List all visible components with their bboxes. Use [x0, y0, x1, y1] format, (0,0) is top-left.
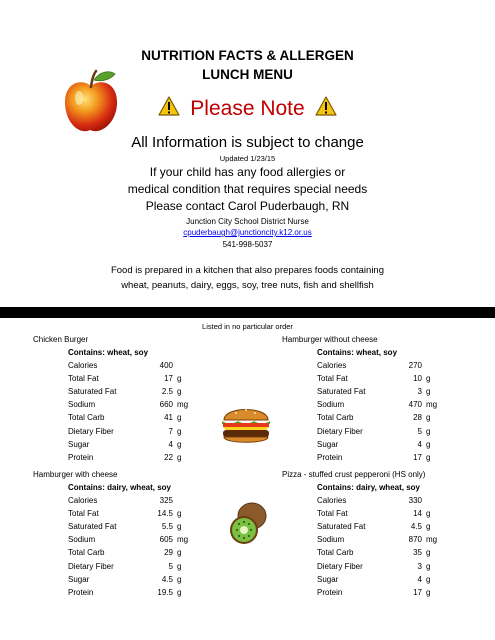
- allergen-contains: Contains: dairy, wheat, soy: [68, 483, 171, 492]
- nutrient-value: 3: [417, 561, 422, 571]
- nutrient-row: [282, 374, 482, 387]
- email-link[interactable]: cpuderbaugh@junctioncity.k12.or.us: [183, 228, 312, 237]
- nutrient-value: 660: [159, 400, 173, 410]
- nutrient-value: 605: [159, 535, 173, 545]
- nutrient-unit: g: [177, 374, 182, 384]
- nutrient-row: [33, 575, 233, 588]
- nutrient-value: 17: [164, 374, 173, 384]
- nutrient-value: 4: [417, 574, 422, 584]
- nutrient-label: Calories: [68, 361, 98, 370]
- nutrient-row: [282, 427, 482, 440]
- nutrient-unit: g: [177, 452, 182, 462]
- nutrient-value: 270: [408, 361, 422, 370]
- nutrient-row: [33, 453, 233, 466]
- food-name: Hamburger without cheese: [282, 335, 378, 344]
- nutrient-unit: g: [426, 413, 431, 423]
- nutrient-label: Sodium: [68, 400, 96, 410]
- nutrient-label: Sodium: [317, 400, 345, 410]
- nutrient-value: 14: [413, 509, 422, 519]
- nutrient-row: [282, 361, 482, 374]
- nutrient-row: [33, 413, 233, 426]
- nutrient-unit: g: [177, 522, 182, 532]
- nutrient-unit: g: [177, 574, 182, 584]
- nutrient-label: Protein: [68, 452, 94, 462]
- please-note: Please Note: [190, 96, 305, 120]
- nutrient-value: 17: [413, 587, 422, 597]
- nutrient-row: [282, 588, 482, 601]
- allergen-contains: Contains: dairy, wheat, soy: [317, 483, 420, 492]
- nutrient-row: [282, 496, 482, 509]
- nutrient-unit: g: [177, 587, 182, 597]
- nutrient-label: Total Fat: [317, 509, 348, 519]
- nutrient-unit: g: [426, 387, 431, 397]
- nutrient-unit: g: [177, 413, 182, 423]
- nutrient-label: Sugar: [317, 439, 339, 449]
- nutrient-label: Total Carb: [68, 548, 105, 558]
- subject-to-change: All Information is subject to change: [131, 134, 364, 151]
- nutrient-row: [282, 575, 482, 588]
- nutrient-row: [33, 400, 233, 413]
- nutrient-unit: g: [426, 522, 431, 532]
- nutrient-value: 7: [168, 426, 173, 436]
- allergen-contains: Contains: wheat, soy: [68, 348, 149, 357]
- nutrient-value: 4: [168, 439, 173, 449]
- nutrient-value: 4.5: [161, 574, 173, 584]
- allergy-line-2: medical condition that requires special needs: [127, 182, 368, 196]
- food-name: Pizza - stuffed crust pepperoni (HS only): [282, 470, 426, 479]
- warning-triangle-icon: [158, 96, 180, 121]
- nutrient-unit: g: [177, 548, 182, 558]
- nutrient-label: Calories: [317, 496, 347, 505]
- nutrient-row: [282, 440, 482, 453]
- nutrient-unit: g: [177, 426, 182, 436]
- menu-subtitle: LUNCH MENU: [202, 67, 293, 82]
- nutrient-label: Total Fat: [68, 509, 99, 519]
- nutrient-unit: g: [426, 587, 431, 597]
- nutrient-value: 10: [413, 374, 422, 384]
- nutrient-row: [282, 387, 482, 400]
- nutrient-unit: mg: [426, 535, 438, 545]
- nutrient-label: Total Fat: [317, 374, 348, 384]
- food-name: Chicken Burger: [33, 335, 89, 344]
- nutrient-unit: g: [177, 561, 182, 571]
- nutrient-row: [33, 535, 233, 548]
- nutrient-unit: g: [177, 387, 182, 397]
- nutrient-value: 3: [417, 387, 422, 397]
- nutrient-label: Sodium: [317, 535, 345, 545]
- nutrient-row: [33, 509, 233, 522]
- nutrient-value: 28: [413, 413, 422, 423]
- hamburger-icon: [220, 400, 272, 453]
- nutrient-row: [282, 509, 482, 522]
- nutrient-value: 400: [159, 361, 173, 370]
- nutrient-unit: g: [426, 374, 431, 384]
- nutrient-value: 5: [168, 561, 173, 571]
- nutrient-row: [282, 413, 482, 426]
- nutrient-unit: g: [426, 548, 431, 558]
- nutrient-row: [282, 400, 482, 413]
- nutrient-label: Total Fat: [68, 374, 99, 384]
- nutrient-unit: g: [426, 452, 431, 462]
- warning-triangle-icon: [315, 96, 337, 121]
- nutrient-unit: mg: [177, 400, 189, 410]
- nutrient-label: Dietary Fiber: [317, 561, 363, 571]
- nutrient-value: 35: [413, 548, 422, 558]
- nutrient-row: [282, 453, 482, 466]
- nutrient-label: Total Carb: [317, 413, 354, 423]
- nutrient-value: 14.5: [157, 509, 173, 519]
- nutrient-row: [33, 562, 233, 575]
- allergy-line-1: If your child has any food allergies or: [149, 165, 346, 179]
- nutrient-row: [33, 522, 233, 535]
- nutrient-value: 325: [159, 496, 173, 505]
- nutrient-label: Sugar: [68, 439, 90, 449]
- nutrient-value: 4.5: [410, 522, 422, 532]
- nutrient-row: [282, 535, 482, 548]
- nutrient-row: [282, 562, 482, 575]
- nutrient-label: Total Carb: [317, 548, 354, 558]
- nutrient-label: Protein: [317, 452, 343, 462]
- updated-date: Updated 1/23/15: [219, 154, 276, 163]
- nutrient-value: 5.5: [161, 522, 173, 532]
- nutrient-unit: g: [426, 574, 431, 584]
- nutrient-label: Protein: [317, 587, 343, 597]
- nutrient-label: Total Carb: [68, 413, 105, 423]
- divider-bar: [0, 307, 495, 318]
- nutrient-unit: g: [426, 439, 431, 449]
- kiwi-icon: [228, 500, 268, 551]
- nutrient-unit: g: [426, 509, 431, 519]
- nutrient-label: Sodium: [68, 535, 96, 545]
- nutrient-value: 19.5: [157, 587, 173, 597]
- nutrient-label: Saturated Fat: [317, 387, 366, 397]
- nutrient-unit: mg: [426, 400, 438, 410]
- nutrient-row: [33, 427, 233, 440]
- nutrient-unit: g: [426, 561, 431, 571]
- nutrient-value: 17: [413, 452, 422, 462]
- nutrient-row: [33, 374, 233, 387]
- nutrient-value: 29: [164, 548, 173, 558]
- nutrient-value: 41: [164, 413, 173, 423]
- food-name: Hamburger with cheese: [33, 470, 118, 479]
- nutrient-row: [33, 387, 233, 400]
- allergen-contains: Contains: wheat, soy: [317, 348, 398, 357]
- nutrient-label: Saturated Fat: [317, 522, 366, 532]
- nutrient-value: 4: [417, 439, 422, 449]
- nutrient-label: Sugar: [317, 574, 339, 584]
- nutrient-unit: g: [177, 439, 182, 449]
- nutrient-label: Dietary Fiber: [68, 561, 114, 571]
- kitchen-warning-line-1: Food is prepared in a kitchen that also prepares foods containing: [110, 265, 385, 276]
- nutrient-value: 330: [408, 496, 422, 505]
- nutrient-label: Protein: [68, 587, 94, 597]
- nutrient-row: [33, 440, 233, 453]
- phone-number: 541-998-5037: [222, 240, 273, 249]
- nutrient-row: [282, 522, 482, 535]
- allergy-line-3: Please contact Carol Puderbaugh, RN: [145, 199, 350, 213]
- nutrient-value: 470: [408, 400, 422, 410]
- nutrient-unit: g: [426, 426, 431, 436]
- menu-title: NUTRITION FACTS & ALLERGEN: [141, 48, 354, 63]
- nutrient-row: [33, 548, 233, 561]
- nutrient-unit: g: [177, 509, 182, 519]
- nutrient-value: 870: [408, 535, 422, 545]
- nutrient-unit: mg: [177, 535, 189, 545]
- nutrient-value: 5: [417, 426, 422, 436]
- order-note: Listed in no particular order: [202, 322, 293, 331]
- nutrient-label: Calories: [317, 361, 347, 370]
- nutrient-label: Saturated Fat: [68, 387, 117, 397]
- nutrient-label: Saturated Fat: [68, 522, 117, 532]
- nutrient-label: Calories: [68, 496, 98, 505]
- nutrient-label: Sugar: [68, 574, 90, 584]
- nurse-title: Junction City School District Nurse: [186, 217, 309, 226]
- nutrient-row: [282, 548, 482, 561]
- nutrient-label: Dietary Fiber: [68, 426, 114, 436]
- nutrient-value: 2.5: [161, 387, 173, 397]
- nutrient-row: [33, 361, 233, 374]
- nutrient-label: Dietary Fiber: [317, 426, 363, 436]
- kitchen-warning-line-2: wheat, peanuts, dairy, eggs, soy, tree nuts, fish and shellfish: [121, 280, 374, 291]
- nutrient-value: 22: [164, 452, 173, 462]
- nutrient-row: [33, 496, 233, 509]
- nutrient-row: [33, 588, 233, 601]
